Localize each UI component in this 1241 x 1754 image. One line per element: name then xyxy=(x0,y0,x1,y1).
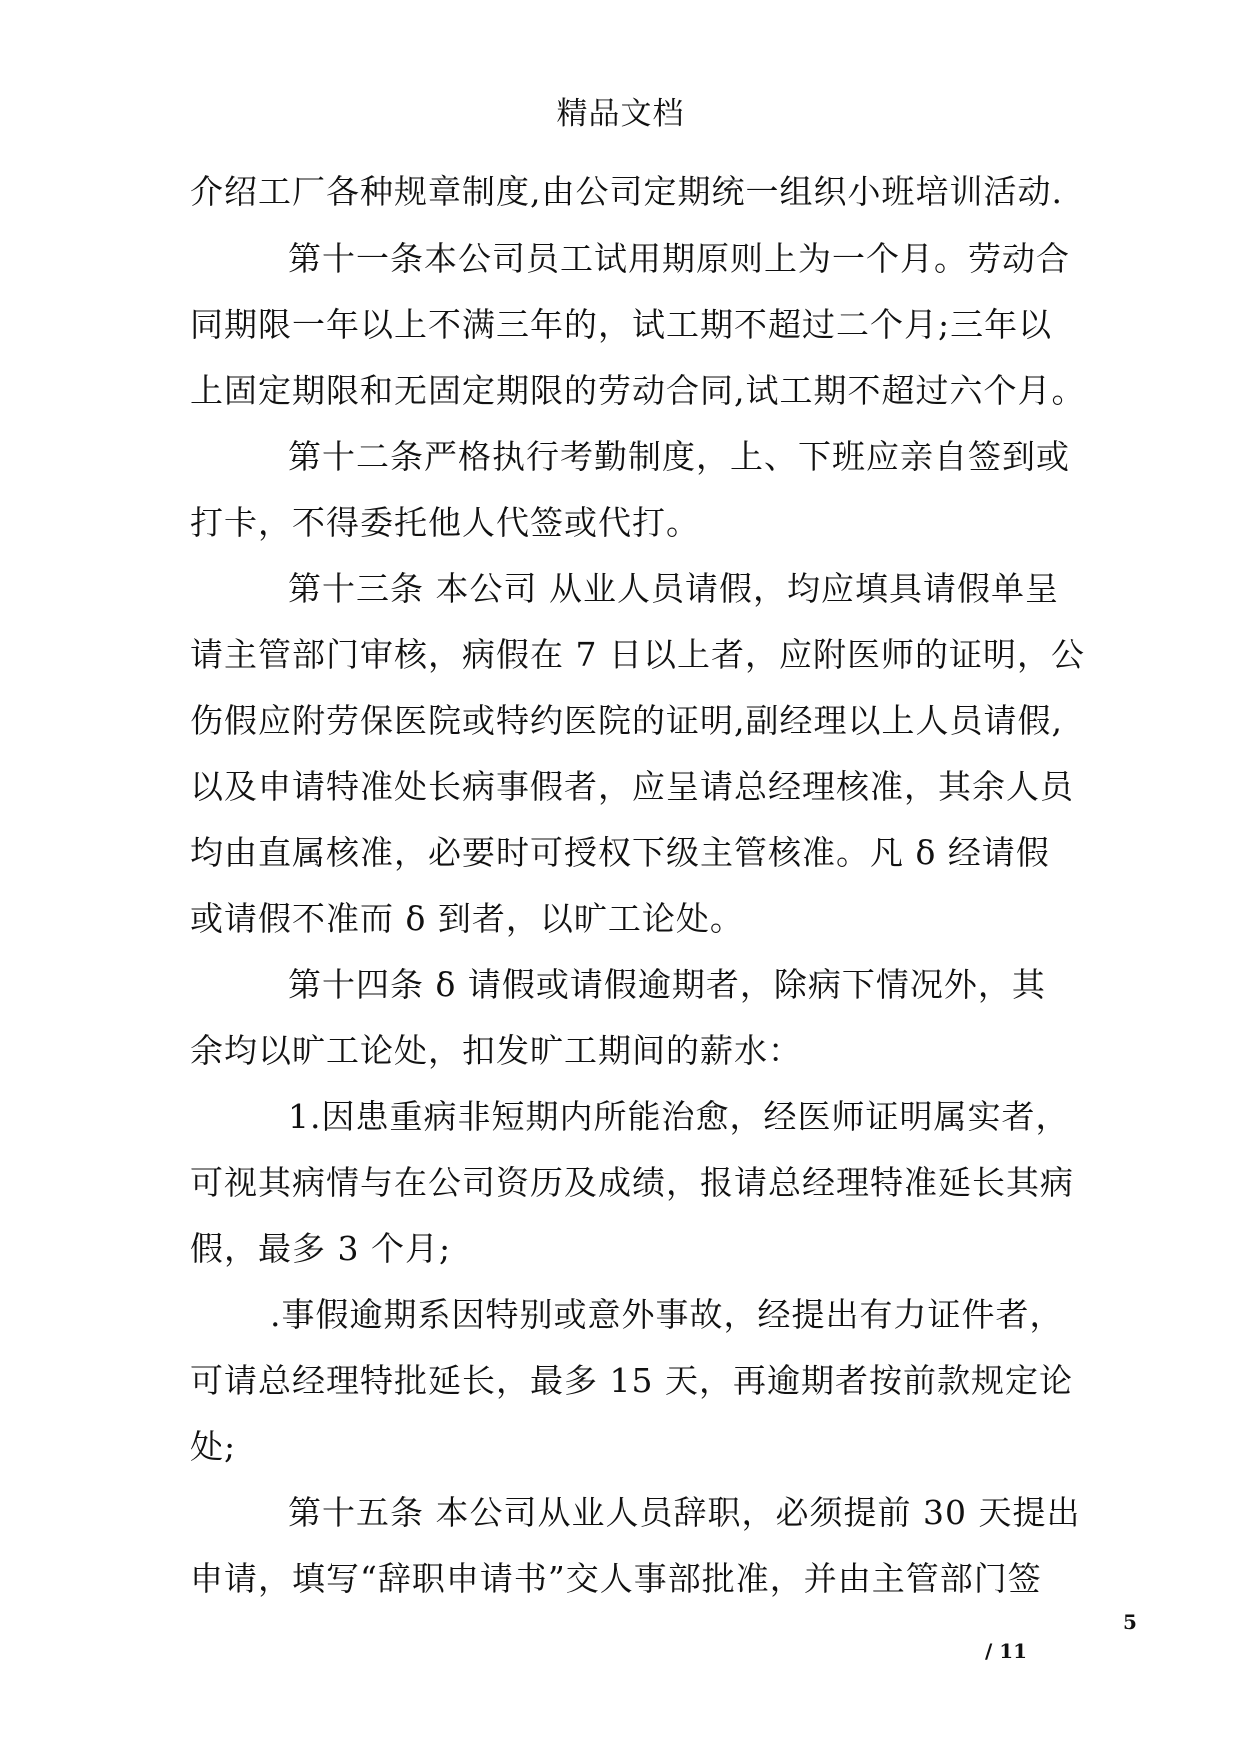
body-line: 可视其病情与在公司资历及成绩，报请总经理特准延长其病 xyxy=(190,1163,1074,1202)
body-line: 伤假应附劳保医院或特约医院的证明,副经理以上人员请假, xyxy=(190,701,1063,740)
body-line: 第十三条 本公司 从业人员请假，均应填具请假单呈 xyxy=(288,569,1059,608)
body-line: 第十二条严格执行考勤制度，上、下班应亲自签到或 xyxy=(288,437,1070,476)
body-line: 以及申请特准处长病事假者，应呈请总经理核准，其余人员 xyxy=(190,767,1074,806)
body-line: 同期限一年以上不满三年的，试工期不超过二个月;三年以 xyxy=(190,305,1053,344)
page-number: 5 xyxy=(1123,1610,1137,1634)
body-line: 请主管部门审核，病假在 7 日以上者，应附医师的证明，公 xyxy=(190,635,1085,674)
document-header: 精品文档 xyxy=(556,96,685,132)
body-line: 均由直属核准，必要时可授权下级主管核准。凡 δ 经请假 xyxy=(190,833,1050,872)
body-line: 或请假不准而 δ 到者，以旷工论处。 xyxy=(190,899,744,938)
body-line: 第十一条本公司员工试用期原则上为一个月。劳动合 xyxy=(288,239,1070,278)
body-line: 第十五条 本公司从业人员辞职，必须提前 30 天提出 xyxy=(288,1493,1081,1532)
body-line: 申请，填写“辞职申请书”交人事部批准，并由主管部门签 xyxy=(190,1559,1042,1598)
body-line: .事假逾期系因特别或意外事故，经提出有力证件者， xyxy=(270,1295,1064,1334)
body-line: 打卡，不得委托他人代签或代打。 xyxy=(190,503,700,542)
body-line: 第十四条 δ 请假或请假逾期者，除病下情况外，其 xyxy=(288,965,1046,1004)
body-line: 假，最多 3 个月; xyxy=(190,1229,452,1268)
body-line: 上固定期限和无固定期限的劳动合同,试工期不超过六个月。 xyxy=(190,371,1086,410)
body-line: 余均以旷工论处，扣发旷工期间的薪水： xyxy=(190,1031,802,1070)
body-line: 可请总经理特批延长，最多 15 天，再逾期者按前款规定论 xyxy=(190,1361,1073,1400)
body-line: 介绍工厂各种规章制度,由公司定期统一组织小班培训活动. xyxy=(190,172,1063,211)
body-line: 处; xyxy=(190,1427,237,1466)
page-total: / 11 xyxy=(985,1639,1028,1663)
body-line: 1.因患重病非短期内所能治愈，经医师证明属实者， xyxy=(288,1097,1070,1136)
